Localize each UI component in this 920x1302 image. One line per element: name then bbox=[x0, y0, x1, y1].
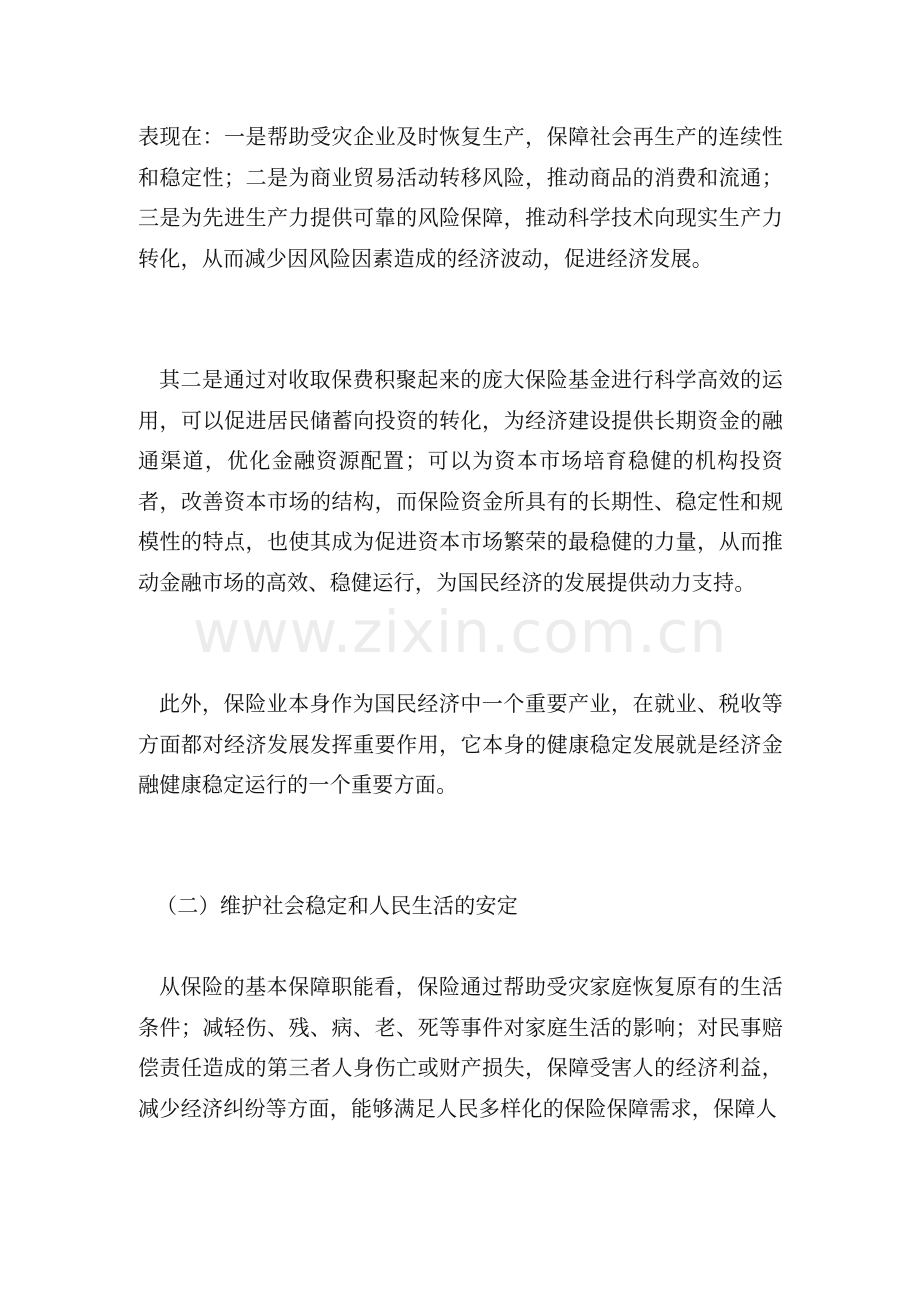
paragraph-5: 从保险的基本保障职能看，保险通过帮助受灾家庭恢复原有的生活条件；减轻伤、残、病、老、死等事件对家庭生活的影响；对民事赔偿责任造成的第三者人身伤亡或财产损失，保障受害人的经济利益，减少经济纠纷等方面，能够满足人民多样化的保险保障需求，保障人 bbox=[138, 975, 783, 1121]
paragraph-1: 表现在：一是帮助受灾企业及时恢复生产，保障社会再生产的连续性和稳定性；二是为商业贸易活动转移风险，推动商品的消费和流通；三是为先进生产力提供可靠的风险保障，推动科学技术向现实生产力转化，从而减少因风险因素造成的经济波动，促进经济发展。 bbox=[138, 125, 783, 271]
paragraph-2: 其二是通过对收取保费积聚起来的庞大保险基金进行科学高效的运用，可以促进居民储蓄向投资的转化，为经济建设提供长期资金的融通渠道，优化金融资源配置；可以为资本市场培育稳健的机构投资者，改善资本市场的结构，而保险资金所具有的长期性、稳定性和规模性的特点，也使其成为促进资本市场繁荣的最稳健的力量，从而推动金融市场的高效、稳健运行，为国民经济的发展提供动力支持。 bbox=[138, 368, 783, 595]
paragraph-3: 此外，保险业本身作为国民经济中一个重要产业，在就业、税收等方面都对经济发展发挥重要作用，它本身的健康稳定发展就是经济金融健康稳定运行的一个重要方面。 bbox=[138, 692, 783, 797]
watermark: www.zixin.com.cn bbox=[192, 598, 728, 666]
section-heading: （二）维护社会稳定和人民生活的安定 bbox=[156, 894, 519, 918]
